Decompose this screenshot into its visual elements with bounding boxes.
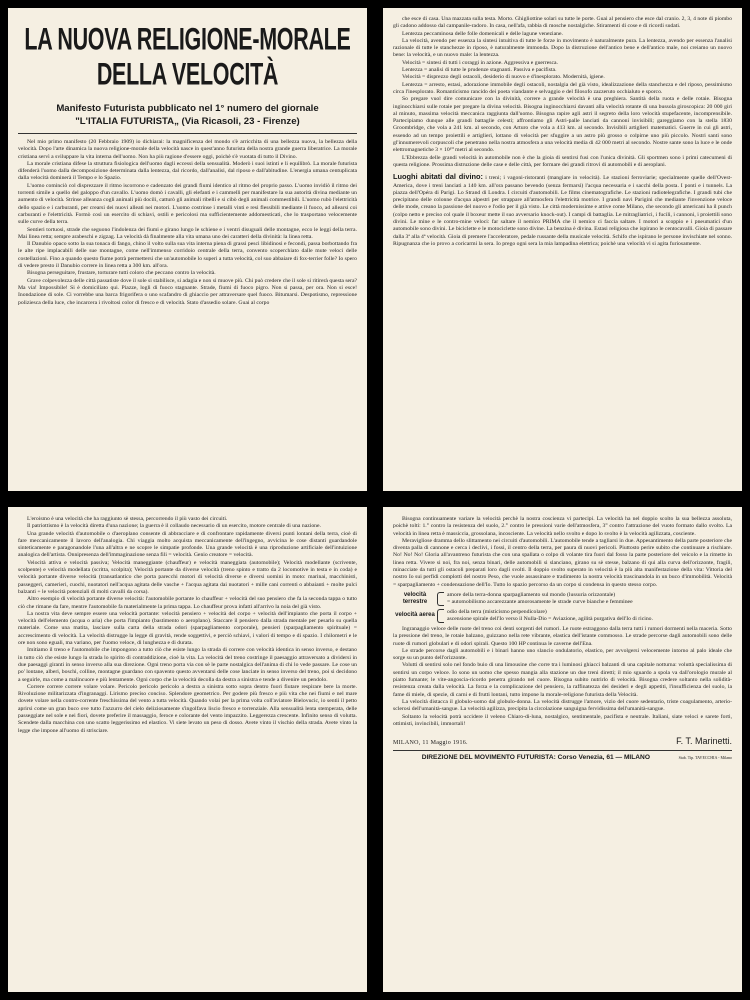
page3-body [18,516,357,735]
page4-body-a [393,516,732,589]
luoghi-paragraph [393,173,732,248]
manifesto-title-line1: LA NUOVA RELIGIONE-MORALE [24,22,351,57]
paragraph: Velocità = disprezzo degli ostacoli, desiderio di nuovo e d'inesplorato. Modernità, igiene. [402,74,605,81]
brace-velocita-aerea [393,609,732,623]
brace-item: ascensione spirale dell'Io verso il Nulla-Dio = Aviazione, agilità purgativa dell'Io di ricino. [447,615,653,622]
manifesto-page-1 [8,8,367,491]
brace-velocita-terrestre [393,592,732,606]
manifesto-page-4 [383,507,742,992]
paragraph: Imitiamo il treno e l'automobile che impongono a tutto ciò che esiste lungo la strada di correre con velocità identica in senso inverso, e destano in tutto ciò che esiste lungo la strada lo spirito di contraddizione, cioè la vita. La velocità del treno costringe il paesaggio attraversato a dividersi in due paesaggi giranti in senso inverso alla sua direzione. Ogni treno porta via con sè le parte nostalgica dell'anima di chi lo vede passare. Le cose un po' lontane, alberi, boschi, colline, montagne guardano con spavento questo avventarsi delle cose lanciate in senso inverso del treno, poi si decidono a seguirle, ma come a malincuore e più lentamente. Ogni corpo che la velocità decolla da destra a sinistra e tende a divenire un pendolo. [18,647,357,683]
paragraph: Il patriottismo è la velocità diretta d'una nazione; la guerra è il collaudo necessario di un esercito, motore centrale di una nazione. [27,523,321,530]
signature-place-date: MILANO, 11 Maggio 1916. [393,740,468,747]
paragraph: Lentezza = arresto, estasi, adorazione immobile degli ostacoli, nostalgia del già visto, idealizzazione della stanchezza e del riposo, pessimismo circa l'inesplorato. Romanticismo rancido dei poeta viandante e selvaggio e del filosofo zazzeruto occhialuto e sporco. [393,81,732,95]
signature-block [393,736,732,746]
paragraph: Lentezza peccaminosa delle folle domenicali e delle lagune veneziane. [402,30,563,37]
page2-body [393,16,732,169]
paragraph: Meravigliose dramma dello slittamento nei circuiti d'automobili. L'automobile tende a tagliarsi in due. Appesantimento della parte posteriore che diventa palla di cannone e cerca i declivi, i fossi, il centro della terra, per paura di nuovi pericoli. Piuttosto perire subito che continuare a rischiare. No! No! No! Gloria all'avantreno futurista che con una spallata o colpo di volante tira fuori dal fosso la parte posteriore del veicolo e la rimette in linea retta. Vivere si noi, fra noi, senza binari, delle automobili si slanciano, girano su sè stesse, balzano di qui alla curva dell'orizzonte, fragili, minacciate da tutti gli ostacoli preparati loro dagli svolti. Il doppio svolto superato in velocità è la più alta manifestazione della vita: Vittoria del nostro Io sui perfidi complotti del nostro Peso, che vuole assassinare e tradimento la nostra velocità trascinandola in un buco d'immobilità. Velocità = sparpagliamento + condensazione dell'Io. Tutto lo spazio percorso da un corpo si condensa in questo stesso corpo. [393,537,732,588]
paragraph: Grave colpevolezza delle città passatiste dove il sole si stabilisce, si adagia e non si muove più. Chi può credere che il sole si ritirerà questa sera? Ma via! Impossibile! Si è domiciliato qui. Piazze, logli di fuoco stagnante. Strade, fiumi di fuoco pigro. Non si passa, per ora. Non si esce! Inondazione di sole. Ci vorrebbe una barca frigorifera o uno scafandro di ghiaccio per attraversare quel fuoco. Bitumarsi. Despotismo, repressione poliziesca della luce, che incarcera i rivoltosi color di fresco e di velocità. Stato d'assedio solare. Guai al corpo [18,277,357,306]
brace-item: = automobilismo accarezzante amorosamente le strade curve bianche e femminee [447,598,633,605]
paragraph: Soltanto la velocità potrà uccidere il veleno Chiaro-di-luna, nostalgico, sentimentale, pacifista e neutrale. Italiani, siate veloci e sarete forti, ottimisti, invincibili, immortali! [393,713,732,727]
paragraph: L'eroismo è una velocità che ha raggiunto sè stessa, percorrendo il più vasto dei circuiti. [27,516,228,522]
brace-label-aerea: velocità aerea [395,612,435,619]
brace-item: odio della terra (misticismo perpendicolare) [447,608,547,615]
paragraph: Volutti di sentirsi solo nel fondo buio di una limousine che corre tra i luminosi ghiacci balzanti di una capitale notturna: voluttà specialissima di sentirsi un corpo veloce. Io sono un uomo che spesso mangia alla stazione un due treni diretti; il mio sguardo a spola va dall'orologio murale al piatto fumante; le vite-angoscia-ricordo penetra girando nel cuore. Bisogna subito nutrirlo di velocità. Bisogna credere soltanto nella solidità-resistenza creata dalla velocità. La forza e la complicazione del pensiero, la raffinatezza dei desideri e degli appetiti, l'insufficienza del suolo, la fame di miele, di spezie, di carni e di frutti lontani, tutto impone la morale-religione futurista della Velocità. [393,662,732,698]
title-divider [18,133,357,134]
paragraph: Sentieri tortuosi, strade che seguono l'indolenza dei fiumi e girano lungo le schiene e i ventri disuguali delle montagne, ecco le leggi della terra. Mai linea retta; sempre arabeschi e zigzag. La velocità dà finalmente alla vita umana uno dei caratteri della divinità: la linea retta. [18,226,357,240]
paragraph: La velocità, avendo per essenza la sintesi intuitiva di tutte le forze in movimento è naturalmente pura. La lentezza, avendo per essenza l'analisi razionale di tutte le stanchezze in riposo, è naturalmente immonda. Dopo la distruzione dell'antico bene e dell'antico male, noi creiamo un nuovo bene: la velocità, e un nuovo male: la lentezza. [393,37,732,59]
paragraph: Lentezza = analisi di tutte le prudenze stagnanti. Passiva e pacifista. [402,67,557,74]
paragraph: Velocità = sintesi di tutti i coraggi in azione. Aggressiva e guerresca. [402,59,558,66]
manifesto-subtitle-line2: "L'ITALIA FUTURISTA„ (Via Ricasoli, 23 - Firenze) [75,116,300,127]
manifesto-page-2 [383,8,742,491]
page1-body [18,139,357,307]
paragraph: La nostra vita deve sempre essere una velocità portante: velocità pensiero + velocità del corpo + velocità dell'impianto che porta il corpo + velocità dell'elemento (acqua o aria) che porta l'impianto (bastimento o aeroplano). Staccare il pensiero dalla strada mentale per pesarlo su quella materiale. Come una matita, lasciare sulla carta della strada odori (sparpagliamento corporale), pensieri (sparpagliamento spirituale) = accrescimento di velocità. La velocità distrugge la legge di gravità, rende soggettivi, e perciò schiavi, i valori di tempo e di spazio. I chilometri e le ore non sono eguali, ma variano, per l'uomo veloce, di lunghezza e di durata. [18,610,357,647]
page4-body-b [393,626,732,728]
manifesto-subtitle-line1: Manifesto Futurista pubblicato nel 1° numero del giornale [56,103,319,114]
brace-item: amore della terra-donna sparpagliamento sul mondo (lussuria orizzontale) [447,591,616,598]
paragraph: Nel mio primo manifesto (20 Febbraio 1909) io dichiarai: la magnificenza del mondo s'è arricchita di una bellezza nuova, la bellezza della velocità. Dopo l'arte dinamica la nuova religione-morale della velocità nasce in quest'anno futurista della nostra grande guerra liberatrice. La morale cristiana servì a sviluppare la vita interna dell'uomo. Non ha più ragione d'essere oggi, poichè s'è vuotata di tutto il Divino. [18,139,357,160]
brace-line [437,592,444,606]
paragraph: Una grande velocità d'automobile o d'aeroplano consente di abbracciare e di confrontare rapidamente diversi punti lontani della terra, cioè di fare meccanicamente il lavoro dell'analogia. Chi viaggia molto acquista meccanicamente dell'ingegno, avvicina le cose distanti guardandole sinteticamente e paragonandole l'una all'altra e ne scopre le simpatie profonde. Una grande velocità è una riproduzione artificiale dell'intuizione analogica dell'artista. Onnipresenza dell'immaginazione senza fili = velocità. Genio creatore = velocità. [18,530,357,559]
luoghi-text: i treni; i vagoni-ristoranti (mangiare in velocità). Le stazioni ferroviarie; specialmente quelle dell'Ovest-America, dove i treni lanciati a 140 km. all'ora passano bevendo (senza fermarsi) l'acqua necessaria e i sacchi della posta. I ponti e i tunnels. La piazza dell'Opéra di Parigi. Lo Strand di Londra. I circuiti d'automobili. Le films cinematografiche. Le stazioni radiotelegrafiche. I grandi tubi che precipitano delle colonne d'acqua alpestri per strappare all'atmosfera l'elettricità motrice. I grandi navi Parigini che mediante l'invenzione veloce delle mode, creano la passione del nuovo e l'odio per il già visto. Le città modernissime e attive come Milano, che secondo gli americani ha il punch (colpo netto e preciso col quale il boxeur mette il suo avversario knock-out). I campi di battaglia. Le mitragliatrici, i fucili, i cannoni, i proiettili sono divini. Le mine e le contro-mine veloci: far saltare il nemico PRIMA che il nemico ci faccia saltare. I motori a scoppio e i pneumatici d'un automobile sono divini. Le biciclette e le motociclette sono divine. La benzina è divina. Estasi religiosa che ispirano le centocavalli. Gioia di passare dalla 3ª alla 4ª velocità. Gioia di premere l'acceleratore, pedale russante della musicale velocità. Schifo che ispirano le persone invischiate nel sonno. Ripugnanza che io provo a coricarmi la sera. Io prego ogni sera la mia lampadina elettrica; poichè una velocità vi si agita furiosamente. [393,175,733,247]
paragraph: L'Ebbrezza delle grandi velocità in automobile non è che la gioia di sentirsi fusi con l'unica divinità. Gli sportmen sono i primi catecumeni di questa religione. Prossima distruzione delle case e delle città, per formare dei grandi ritrovi di automobili e di aeroplani. [393,154,732,168]
paragraph: Bisogna continuamente variare la velocità perchè la nostra coscienza vi partecipi. La velocità ha nel doppio scolto la sua bellezza assoluta, poichè tolti: 1.° contro la resistenza del suolo, 2.° contro le pressioni varie dell'atmosfera, 3° contro l'attrazione del vuoto formato dallo svolto. La velocità in linea retta è massiccia, grossolana, incosciente. La velocità nello svolto e dopo lo svolto è la velocità agilizzata, cosciente. [393,516,732,537]
paragraph: Correre correre correre volare volare. Pericolo pericolo pericolo a destra a sinistra sotto sopra dentro fuori fiutare respirare bere la morte. Rivoluzione militarizzata d'ingranaggi. Lirismo preciso conciso. Splendore geometrico. Per godere più fresco e più vita che nei fiumi e nel mare dovete volare nella contro-corrente freschissima del vento a tutta velocità. Quando volai per la prima volta coll'aviatore Bielovucic, io sentii il petto aprirsi come un gran buco ove tutto l'azzurro del cielo deliziosamente s'ingolfava liscio fresco e torrenziale. Alla sensualità lenta stemperata, delle passeggiate nel sole e nei fiori, dovete preferire il massaggio, feroce e colorante del vento impazzito. Leggerezza crescente. Infinito senso di volutta. Scendete dalla macchina con uno scatto leggerissimo ed elastico. Vi siete levato un peso di dosso. Avete vinto il vischio della strada. Avete vinto la legge che impone all'uomo di strisciare. [18,683,357,734]
brace-label-terrestre: velocità terrestre [402,591,428,605]
paragraph: Altro esempio di velocità portante diverse velocità: l'automobile portante lo chauffeur + velocità del suo pensiero che fa la seconda tappa o tutto ciò che rimane da fare, mentre l'automobile fa materialmente la prima tappa. Lo chauffeur prova infatti all'arrivo la noia del già visto. [18,596,357,610]
manifesto-page-3 [8,507,367,992]
paragraph: Le strade percorse dagli automobili e i binari hanno uno slancio ondulatorio, elastico, per avvolgersi velocemente intorno al palo ideale che sorge su un punto dell'orizzonte. [393,647,732,662]
paragraph: La velocità distacca il globulo-uomo dal globulo-donna. La velocità distrugge l'amore, vizio del cuore sedentario, triste coagulamento, arterio-sclerosi dell'umanità-sangue. La velocità agilizza, precipita la circolazione sanguigna fervidissima dell'umanità-sangue. [393,698,732,713]
paragraph: Ingranaggio veloce delle ruote del treno coi denti sorgenti del rumori. Le ruote estraggono dalla terra tutti i rumori dormenti nella maceria. Sotto la pressione del treno, le rotaie balzano, guizzano nella rete vibrante, elastica dell'istante commosso. Le strade percorse dagli automobili sono delle ruote di rumori globulari e di odori spirali. Questo 100 HP continua le caverne dell'Ena. [393,625,732,647]
paragraph: L'uomo cominciò col disprezzare il ritmo iscorrono e cadenzato dei grandi fiumi identico al ritmo del proprio passo. L'uomo invidiò il ritmo dei torrenti simile a quello del galoppo d'un cavallo. L'uomo domò i cavalli, gli elefanti e i cammelli per manifestare la sua autorità divina mediante un aumento di velocità. Strinse alleanza cogli animali più docili, catturò gli animali ribelli e si cibò degli animali commestibili. L'uomo rubò l'elettricità dello spazio e i carburanti, per crearsi dei nuovi alleati nei motori. L'uomo costrinse i metalli vinti e resi flessibili mediante il fuoco, ad allearsi coi carburanti e l'elettricità. Formò così un esercito di schiavi, ostili e pericolosi ma sufficientemente addomesticati, che lo trasportano velocemente sulle curve della terra. [18,182,357,226]
paragraph: Bisogna perseguitare, frustare, torturare tutti coloro che peccano contro la velocità. [27,270,216,277]
manifesto-title-line2: DELLA VELOCITÀ [96,57,279,92]
paragraph: La morale cristiana difese la struttura fisiologica dell'uomo dagli eccessi della sensualità. Moderò i suoi istinti e li equilibrò. La morale futurista difenderà l'uomo dalla decomposizione determinata dalla lentezza, dal ricordo, dall'analisi, dal riposo e dall'abitudine. L'energia umana centuplicata dalla velocità dominerà il Tempo e lo Spazio. [18,160,357,182]
signature-name: F. T. Marinetti. [676,736,732,747]
footer-printer: Stab. Tip. TAVECCHIA - Milano [678,755,732,761]
paragraph: Velocità attiva e velocità passiva; Velocità maneggiante (chauffeur) e velocità maneggiata (automobile); Velocità modellante (scrivente, scolpente) e velocità modellata (scritta, scolpita); Velocità portante da diverse velocità (treno spinto e tratto da 2 locomotive in testa e in coda) e velocità portante diverse velocità (transatlantico che porta parecchi motori di velocità diverse e diversi uomini in moto: marinai, macchinisti, passeggeri, camerieri, cuochi, nuotatori nell'acqua agitata delle vasche + l'acqua agitata dai nuotatori + mille cani correnti o abbaianti + molte pulci balzanti + le velocità potenziali di molti cavalli da corsa). [18,559,357,595]
brace-line [437,609,444,623]
footer [393,750,732,761]
luoghi-heading: Luoghi abitati dal divino: [393,172,484,182]
paragraph: Il Danubio opaco sotto la sua tonaca di fango, chino il volto sulla sua vita interna piena di grassi pesci libidinosi e fecondi, passa borbottando fra le alte ripe implacabili delle sue montagne, come nell'immenso corridoio centrale della terra, convento scoperchiato dalle mute veloci delle costellazioni. Fino a quando questo fiume potrà permettersi che un'automobile lo superi a tutta velocità, col suo abbaiare di fox-terrier folle? Io spero di vedere presto il Danubio correre in linea retta a 300 km. all'ora. [18,241,358,270]
footer-direction: DIREZIONE DEL MOVIMENTO FUTURISTA: Corso Venezia, 61 — MILANO [421,754,650,762]
paragraph: che esce di casa. Una mazzata sulla testa. Morto. Ghigliottine solari su tutte le porte. Guai al pensiero che esce dal cranio. 2, 3, 4 note di piombo gli cadono addosso dal campanile-radoro. In casa, nell'afa, rabbia di mosche nostalgiche. Stiramenti di cose e di ricordi sudati. [393,16,732,30]
paragraph: So pregare vuol dire comunicare con la divinità, correre a grande velocità è una preghiera. Santità della ruota e delle rotaie. Bisogna inginocchiarsi sulle rotaie per pregare la divina velocità. Bisogna inginocchiarsi davanti alla velocità rotante di una bussola giroscopica: 20 000 giri al minuto, massima velocità meccanica raggiunta dall'uomo. Bisogna rapire agli astri il segreto della loro velocità stupefacente, incomprensibile. Partecipiamo dunque alle grandi battaglie celesti; affrontiamo gli Astri-palle lanciati da cannoni invisibili; gareggiamo con la stella 1830 Groombridge, che vola a 241 km. al secondo, con Arturo che vola a 413 km. al secondo. Invisibili artiglieri matematici. Guerre in cui gli astri, essendo ad un tempo proiettili e artiglieri, lottano di velocità per sfuggire a un astro più grosso o colpirne uno più piccolo. Nostri santi sono gl'innumerevoli corpuscoli che penetrano nella nostra atmosfera a una velocità media di 42 000 metri al secondo. Nostre sante sono la luce e le onde elettromagnetiche 3 × 10¹⁰ metri al secondo. [393,96,732,154]
